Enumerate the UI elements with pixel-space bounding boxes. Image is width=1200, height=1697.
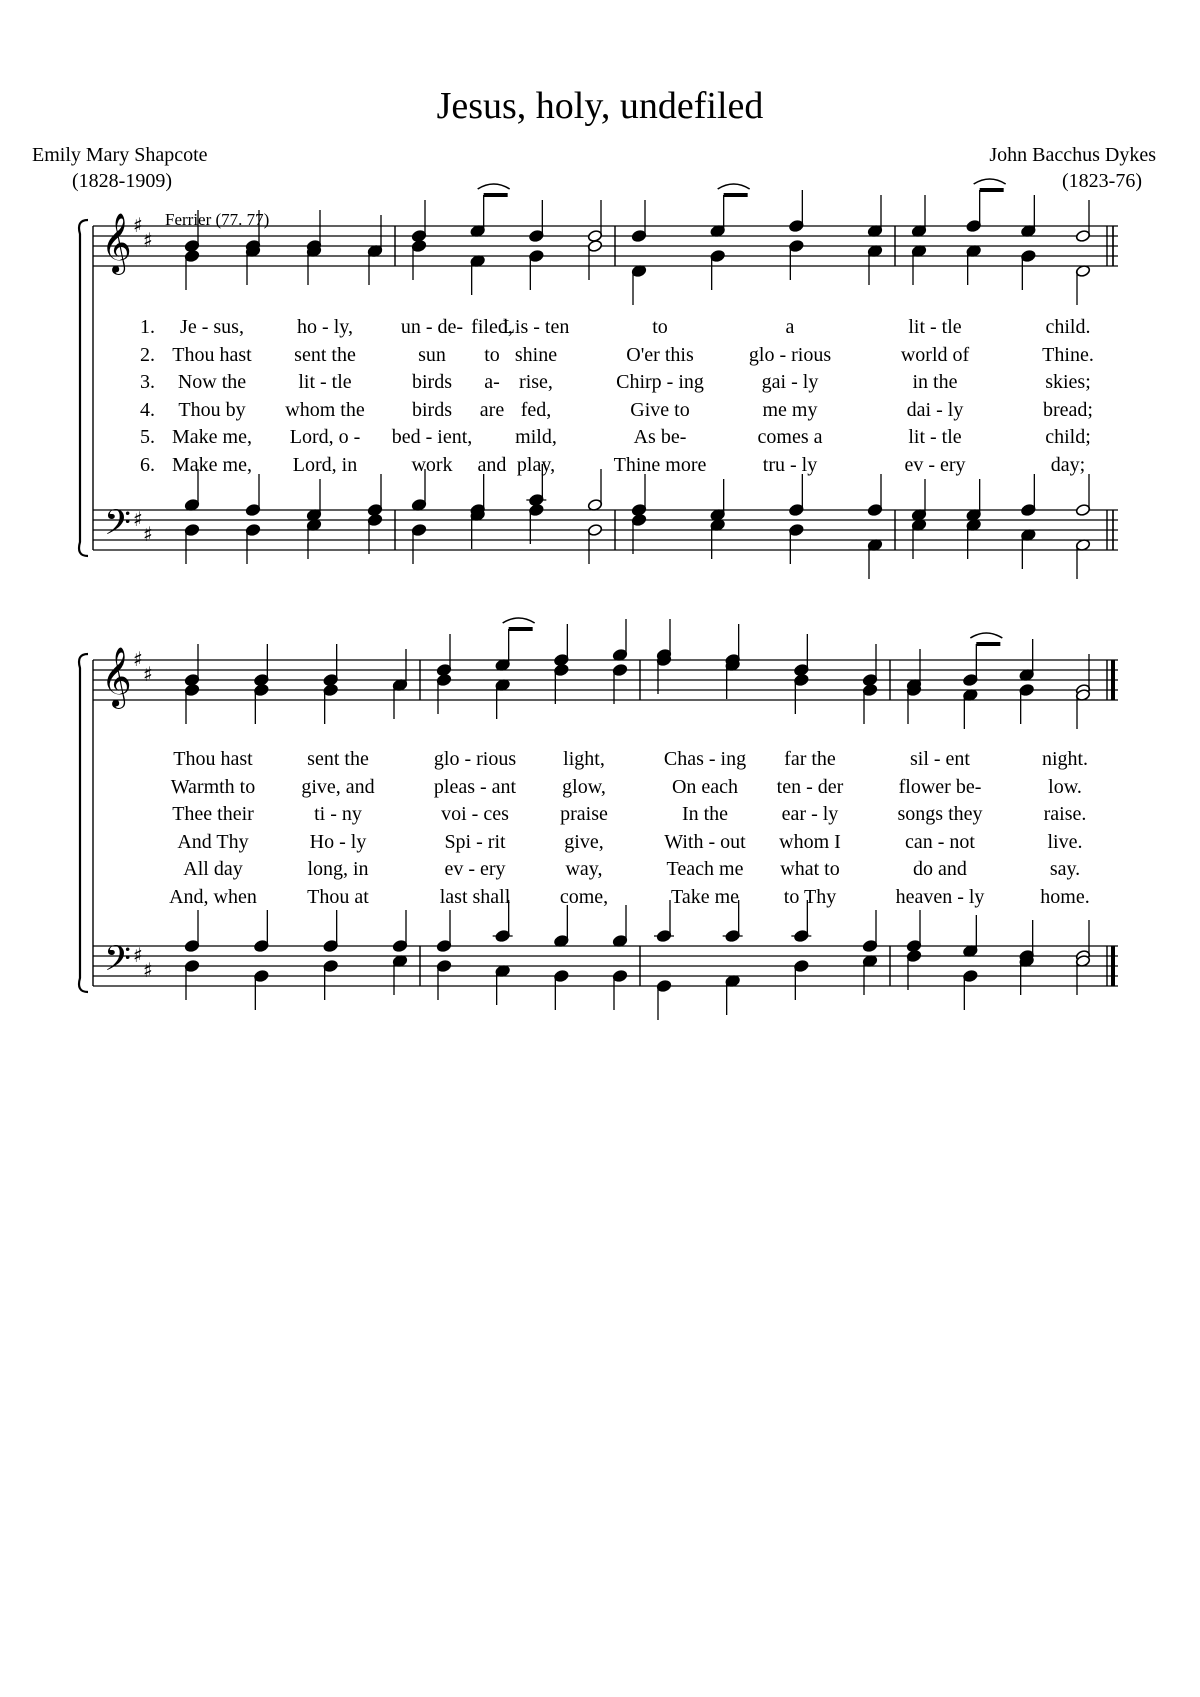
lyric-syllable: birds — [412, 398, 452, 421]
sharp-sign: ♯ — [133, 943, 143, 967]
lyric-syllable: light, — [563, 748, 605, 770]
lyric-syllable: live. — [1047, 830, 1083, 853]
lyric-syllable: in the — [912, 371, 958, 393]
lyric-syllable: home. — [1040, 885, 1090, 908]
lyric-syllable: Thine more — [613, 453, 707, 476]
sharp-sign: ♯ — [143, 228, 153, 252]
lyric-syllable: On each — [671, 775, 739, 798]
poet-dates: (1828-1909) — [72, 170, 172, 192]
lyric-syllable: give, — [564, 830, 604, 853]
lyric-syllable: are — [479, 398, 505, 421]
lyric-syllable: mild, — [515, 426, 557, 448]
lyric-syllable: As be- — [633, 426, 687, 448]
lyric-syllable: Teach me — [666, 858, 744, 880]
lyric-syllable: a- — [484, 371, 500, 393]
sharp-sign: ♯ — [143, 522, 153, 546]
lyric-syllable: Give to — [630, 398, 690, 421]
sharp-sign: ♯ — [143, 662, 153, 686]
lyric-syllable: Lis - ten — [502, 316, 570, 338]
lyric-syllable: whom the — [285, 398, 365, 421]
lyric-syllable: Make me, — [172, 426, 252, 448]
lyric-syllable: birds — [412, 371, 452, 393]
lyric-syllable: bed - ient, — [391, 426, 473, 448]
lyric-syllable: to Thy — [783, 885, 837, 908]
lyric-syllable: O'er this — [626, 343, 694, 366]
lyric-syllable: give, and — [301, 775, 375, 798]
lyric-syllable: child; — [1045, 426, 1091, 448]
lyric-syllable: pleas - ant — [433, 775, 517, 798]
slur — [970, 633, 1002, 638]
lyric-syllable: Je - sus, — [180, 316, 244, 338]
lyric-syllable: bread; — [1043, 398, 1093, 421]
lyric-syllable: Chirp - ing — [616, 371, 704, 393]
lyric-syllable: do and — [913, 858, 967, 880]
lyric-syllable: sent the — [307, 748, 369, 770]
lyric-syllable: shine — [514, 343, 558, 366]
lyric-syllable: me my — [762, 398, 818, 421]
lyric-syllable: flower be- — [898, 775, 982, 798]
lyric-syllable: Thee their — [172, 803, 254, 825]
lyric-syllable: say. — [1049, 858, 1081, 880]
lyric-syllable: come, — [559, 885, 609, 908]
lyric-syllable: long, in — [307, 858, 369, 880]
lyric-syllable: sent the — [294, 343, 356, 366]
lyric-syllable: Chas - ing — [663, 748, 747, 770]
bass-clef: 𝄢 — [104, 502, 132, 551]
slur — [974, 179, 1006, 184]
lyric-syllable: ti - ny — [314, 803, 362, 825]
treble-clef: 𝄞 — [101, 213, 132, 273]
lyric-syllable: gai - ly — [761, 371, 819, 393]
sharp-sign: ♯ — [133, 507, 143, 531]
composer-dates: (1823-76) — [1062, 170, 1142, 192]
lyric-syllable: day; — [1050, 453, 1086, 476]
lyric-syllable: sil - ent — [910, 748, 970, 770]
lyric-syllable: tru - ly — [762, 453, 818, 476]
lyric-syllable: whom I — [779, 830, 841, 853]
treble-clef: 𝄞 — [101, 647, 132, 707]
lyric-syllable: un - de- — [400, 316, 464, 338]
lyric-syllable: glo - rious — [433, 748, 517, 770]
lyric-syllable: And, when — [169, 885, 257, 908]
lyric-syllable: Thou at — [307, 885, 369, 908]
lyric-syllable: far the — [784, 748, 836, 770]
lyric-syllable: way, — [565, 858, 603, 880]
lyric-syllable: Thine. — [1042, 343, 1094, 366]
lyric-syllable: praise — [560, 803, 608, 825]
sharp-sign: ♯ — [133, 647, 143, 671]
verse-number: 4. — [140, 398, 155, 421]
hymn-title: Jesus, holy, undefiled — [436, 85, 764, 127]
lyric-syllable: Ho - ly — [309, 830, 367, 853]
lyric-syllable: Make me, — [172, 453, 252, 476]
lyric-syllable: All day — [183, 858, 243, 880]
tune-name: Ferrier (77. 77) — [165, 210, 270, 229]
lyric-syllable: raise. — [1043, 803, 1087, 825]
lyric-syllable: Thou by — [178, 398, 246, 421]
lyric-syllable: last shall — [439, 885, 511, 908]
lyric-syllable: With - out — [664, 830, 746, 853]
verse-number: 5. — [140, 426, 155, 448]
lyric-syllable: Now the — [177, 371, 247, 393]
lyric-syllable: sun — [418, 343, 446, 366]
verse-number: 3. — [140, 371, 155, 393]
slur — [503, 618, 535, 623]
lyric-syllable: rise, — [519, 371, 553, 393]
lyric-syllable: voi - ces — [441, 803, 509, 825]
lyric-syllable: world of — [900, 343, 970, 366]
slur — [478, 184, 510, 189]
poet-name: Emily Mary Shapcote — [32, 144, 208, 166]
lyric-syllable: dai - ly — [906, 398, 964, 421]
sharp-sign: ♯ — [143, 958, 153, 982]
lyric-syllable: skies; — [1045, 371, 1091, 393]
lyric-syllable: glow, — [562, 775, 606, 798]
verse-number: 6. — [140, 453, 155, 476]
lyric-syllable: glo - rious — [748, 343, 832, 366]
lyric-syllable: to — [652, 316, 668, 338]
lyric-syllable: songs they — [897, 803, 983, 825]
lyric-syllable: lit - tle — [908, 426, 962, 448]
lyric-syllable: child. — [1045, 316, 1091, 338]
lyric-syllable: Spi - rit — [444, 830, 506, 853]
lyric-syllable: Warmth to — [170, 775, 256, 798]
lyric-syllable: Thou hast — [172, 343, 252, 366]
lyric-syllable: fed, — [520, 398, 552, 421]
lyric-syllable: Lord, in — [292, 453, 358, 476]
lyric-syllable: filed, — [471, 316, 513, 338]
lyric-syllable: can - not — [905, 830, 975, 853]
lyric-syllable: and — [477, 453, 507, 476]
lyric-syllable: ear - ly — [781, 803, 839, 825]
lyric-syllable: ev - ery — [444, 858, 506, 880]
verse-number: 2. — [140, 343, 155, 366]
verse-number: 1. — [140, 316, 155, 338]
lyric-syllable: Thou hast — [173, 748, 253, 770]
sharp-sign: ♯ — [133, 213, 143, 237]
lyric-syllable: Take me — [670, 885, 740, 908]
lyric-syllable: ho - ly, — [297, 316, 353, 338]
system-bracket — [79, 654, 88, 992]
lyric-syllable: lit - tle — [908, 316, 962, 338]
lyric-syllable: ev - ery — [904, 453, 966, 476]
slur — [718, 184, 750, 189]
lyric-syllable: In the — [681, 803, 729, 825]
lyric-syllable: And Thy — [177, 830, 249, 853]
lyric-syllable: what to — [780, 858, 840, 880]
lyric-syllable: a — [785, 316, 795, 338]
lyric-syllable: comes a — [757, 426, 823, 448]
system-bracket — [79, 220, 88, 556]
lyric-syllable: lit - tle — [298, 371, 352, 393]
bass-clef: 𝄢 — [104, 938, 132, 987]
lyric-syllable: play, — [516, 453, 556, 476]
lyric-syllable: work — [411, 453, 453, 476]
lyric-syllable: Lord, o - — [289, 426, 361, 448]
composer-name: John Bacchus Dykes — [989, 144, 1156, 166]
lyric-syllable: low. — [1048, 775, 1082, 798]
lyric-syllable: night. — [1041, 748, 1089, 770]
lyric-syllable: to — [484, 343, 500, 366]
lyric-syllable: heaven - ly — [895, 885, 985, 908]
lyric-syllable: ten - der — [776, 775, 844, 798]
